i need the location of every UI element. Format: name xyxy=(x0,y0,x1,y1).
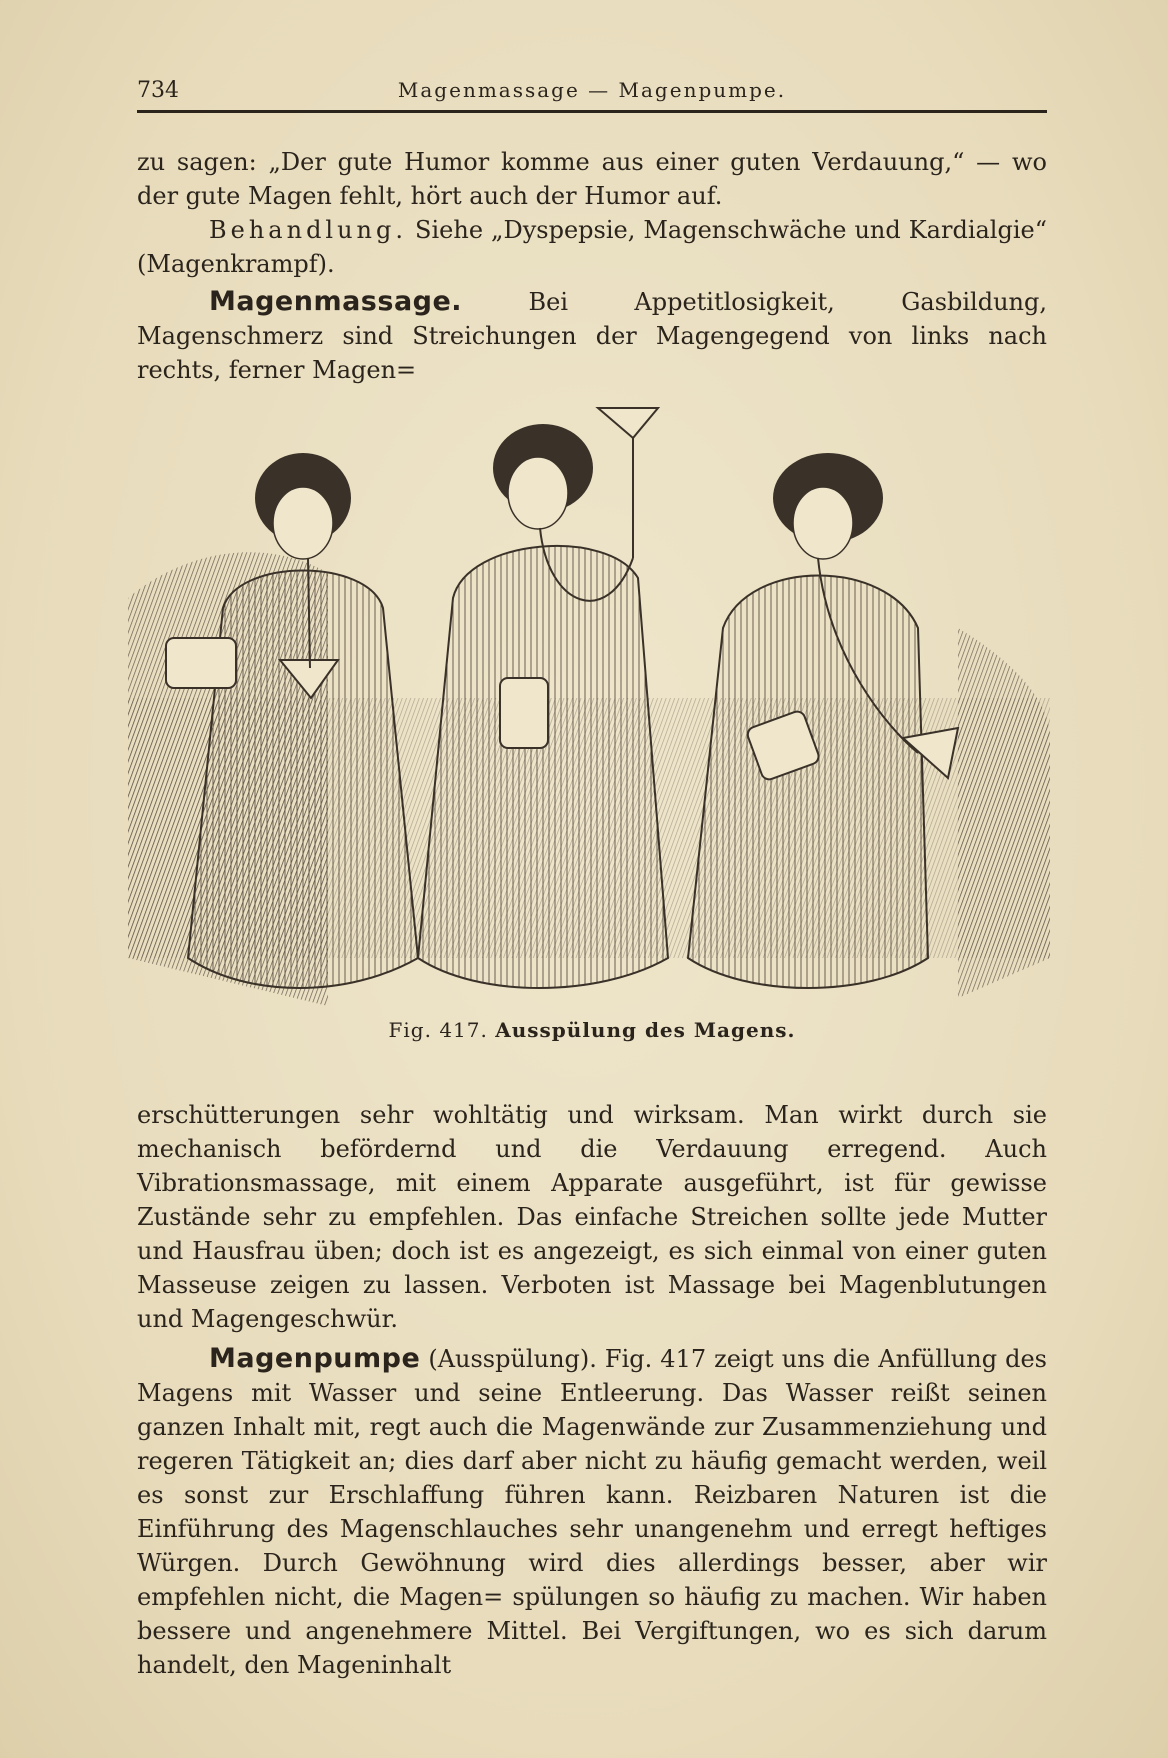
behandlung-text: Siehe „Dyspepsie, Magenschwäche und Kardialgie“ (Magenkrampf). xyxy=(137,216,1047,278)
magenpumpe-text: (Ausspülung). Fig. 417 zeigt uns die Anfüllung des Magens mit Wasser und seine Entleerung. Das Wasser reißt seinen ganzen Inhalt mit, regt auch die Magenwände zur Zusammenziehung und regeren Tätigkeit an; dies darf aber nicht zu häufig gemacht werden, weil es sonst zur Erschlaffung führen kann. Reizbaren Naturen ist die Einführung des Magenschlauches sehr unangenehm und erregt heftiges Würgen. Durch Gewöhnung wird dies allerdings besser, aber wir empfehlen nicht, die Magen= spülungen so häufig zu machen. Wir haben bessere und angenehmere Mittel. Bei Vergiftungen, wo es sich darum handelt, den Mageninhalt xyxy=(137,1345,1047,1679)
behandlung-label: Behandlung. xyxy=(209,216,408,244)
section-heading-magenmassage: Magenmassage. xyxy=(209,286,463,317)
magenmassage-text: Bei Appetitlosigkeit, Gasbildung, Magenschmerz sind Streichungen der Magengegend von links nach rechts, ferner Magen= xyxy=(137,288,1047,384)
running-head: Magenmassage — Magenpumpe. xyxy=(397,78,787,102)
page-header xyxy=(137,74,1047,113)
section-heading-magenpumpe: Magenpumpe xyxy=(209,1343,421,1374)
woman-right-figure xyxy=(688,453,958,988)
woman-middle-figure xyxy=(418,408,668,988)
figure-label: Fig. 417. xyxy=(388,1018,488,1042)
figure-caption-text: Ausspülung des Magens. xyxy=(495,1018,796,1042)
text-block-bottom xyxy=(137,1098,1047,1682)
figure-caption xyxy=(137,1018,1047,1042)
paragraph-humor: zu sagen: „Der gute Humor komme aus einer guten Verdauung,“ — wo der gute Magen fehlt, hört auch der Humor auf. xyxy=(137,148,1047,210)
paragraph-magenpumpe xyxy=(137,1342,1047,1682)
figure-illustration xyxy=(128,398,1050,1006)
paragraph-erschuetterungen: erschütterungen sehr wohltätig und wirksam. Man wirkt durch sie mechanisch befördernd und die Verdauung erregend. Auch Vibrationsmassage, mit einem Apparate ausgeführt, ist für gewisse Zustände sehr zu empfehlen. Das einfache Streichen sollte jede Mutter und Hausfrau üben; doch ist es angezeigt, es sich einmal von einer guten Masseuse zeigen zu lassen. Verboten ist Massage bei Magenblutungen und Magengeschwür. xyxy=(137,1101,1047,1333)
engraving-three-women xyxy=(128,398,1050,1006)
paragraph-magenmassage xyxy=(137,285,1047,387)
text-block-top xyxy=(137,145,1047,387)
paragraph-behandlung xyxy=(137,213,1047,281)
page-number: 734 xyxy=(137,78,179,103)
